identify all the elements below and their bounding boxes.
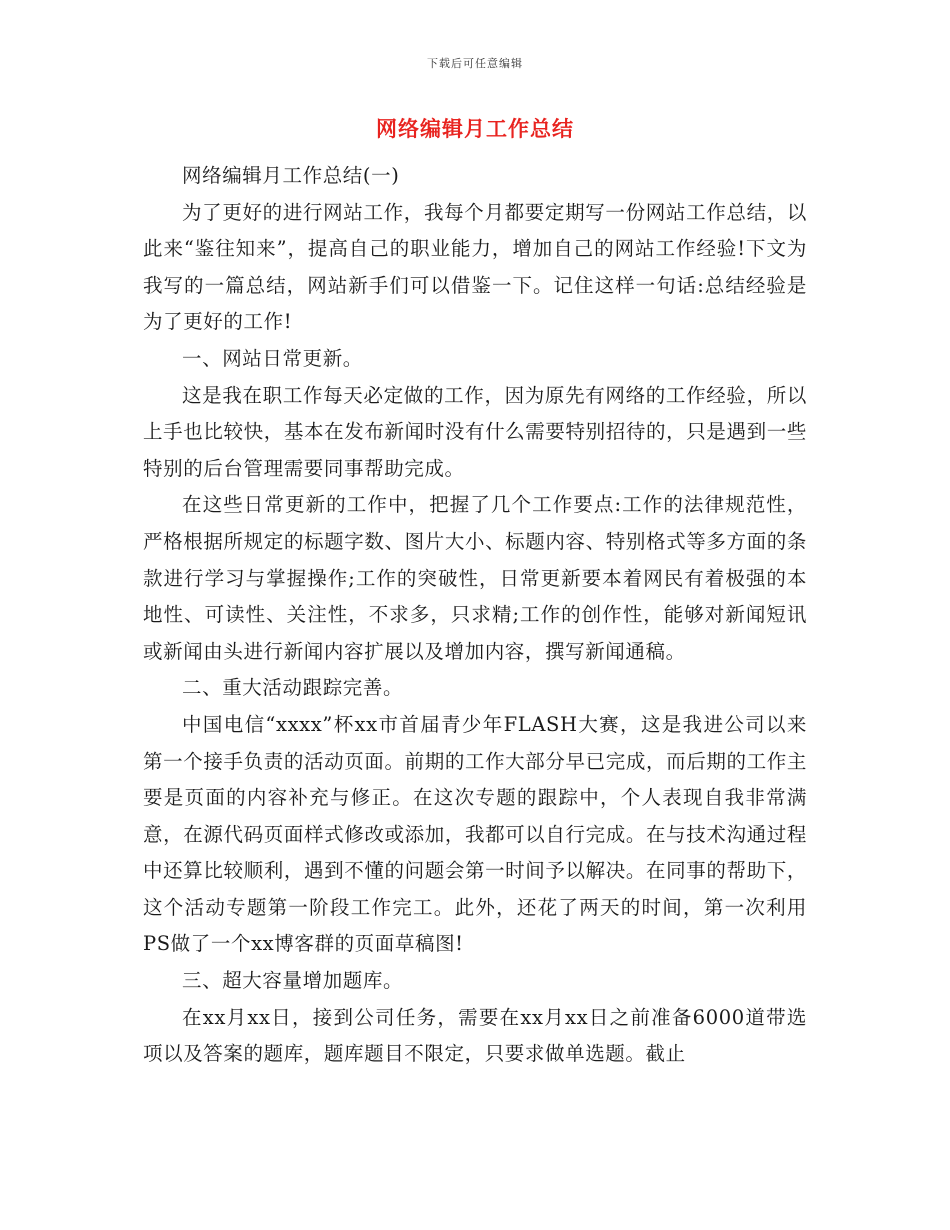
subtitle-paragraph: 网络编辑月工作总结(一) (182, 164, 400, 187)
body-paragraph: 在这些日常更新的工作中，把握了几个工作要点:工作的法律规范性，严格根据所规定的标题字数、图片大小、标题内容、特别格式等多方面的条款进行学习与掌握操作;工作的突破性，日常更新要本着网民有着极强的本地性、可读性、关注性，不求多，只求精;工作的创作性，能够对新闻短讯或新闻由头进行新闻内容扩展以及增加内容，撰写新闻通稿。 (143, 493, 807, 663)
section-heading-2: 二、重大活动跟踪完善。 (182, 676, 404, 700)
body-paragraph: 在xx月xx日，接到公司任务，需要在xx月xx日之前准备6000道带选项以及答案的题库，题库题目不限定，只要求做单选题。截止 (143, 1005, 807, 1066)
body-paragraph: 中国电信“xxxx”杯xx市首届青少年FLASH大赛，这是我进公司以来第一个接手负责的活动页面。前期的工作大部分早已完成，而后期的工作主要是页面的内容补充与修正。在这次专题的跟踪中，个人表现自我非常满意，在源代码页面样式修改或添加，我都可以自行完成。在与技术沟通过程中还算比较顺利，遇到不懂的问题会第一时间予以解决。在同事的帮助下，这个活动专题第一阶段工作完工。此外，还花了两天的时间，第一次利用PS做了一个xx博客群的页面草稿图! (143, 712, 807, 956)
document-title: 网络编辑月工作总结 (376, 116, 574, 141)
body-paragraph: 这是我在职工作每天必定做的工作，因为原先有网络的工作经验，所以上手也比较快，基本在发布新闻时没有什么需要特别招待的，只是遇到一些特别的后台管理需要同事帮助完成。 (143, 383, 807, 480)
document-body (143, 158, 807, 1073)
header-note: 下载后可任意编辑 (427, 57, 523, 70)
section-heading-3: 三、超大容量增加题库。 (182, 969, 404, 993)
section-heading-1: 一、网站日常更新。 (182, 346, 363, 370)
intro-paragraph: 为了更好的进行网站工作，我每个月都要定期写一份网站工作总结，以此来“鉴往知来”，提高自己的职业能力，增加自己的网站工作经验!下文为我写的一篇总结，网站新手们可以借鉴一下。记住这样一句话:总结经验是为了更好的工作! (143, 200, 807, 334)
